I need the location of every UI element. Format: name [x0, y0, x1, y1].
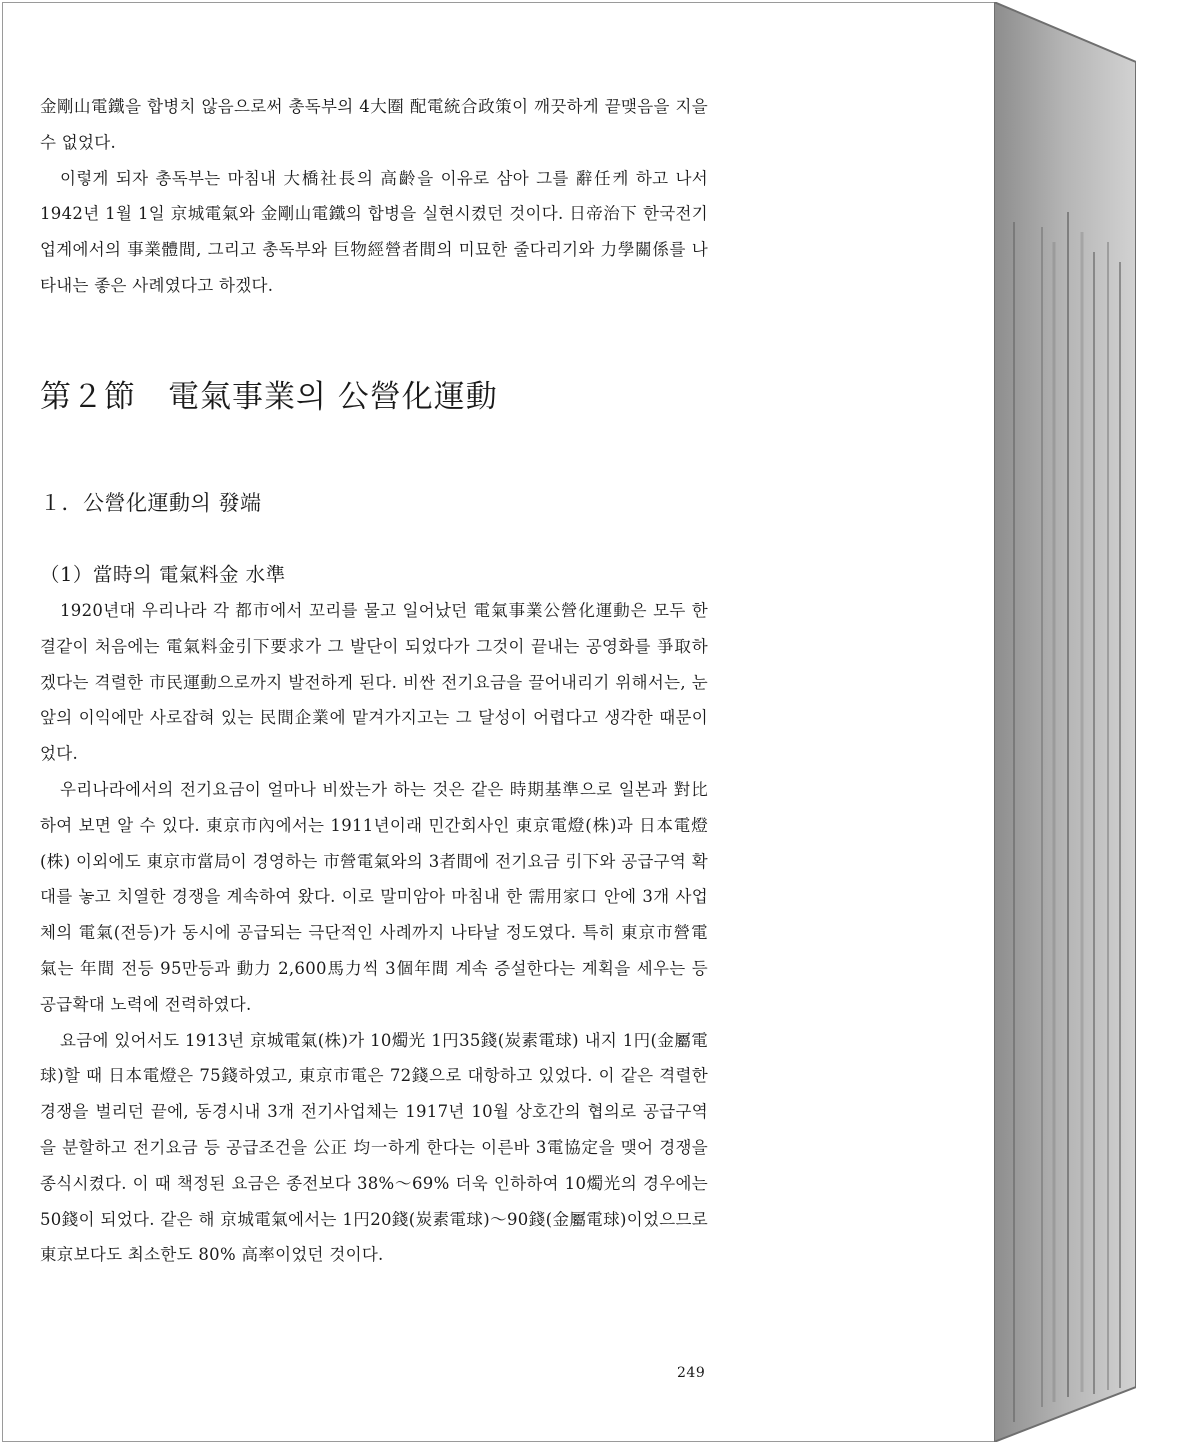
- intro-text-block: [40, 89, 708, 304]
- book-page: [2, 2, 995, 1442]
- intro-paragraph-1: 金剛山電鐵을 합병치 않음으로써 총독부의 4大圈 配電統合政策이 깨끗하게 끝맺음을 지을 수 없었다.: [40, 97, 708, 152]
- page-stack-edge: [994, 2, 1136, 1442]
- subsubsection-title: （1）當時의 電氣料金 水準: [40, 563, 286, 586]
- page-number: 249: [677, 1365, 706, 1381]
- intro-paragraph-2: 이렇게 되자 총독부는 마침내 大橋社長의 高齡을 이유로 삼아 그를 辭任케 하고 나서 1942년 1월 1일 京城電氣와 金剛山電鐵의 합병을 실현시켰던 것이다. 日帝治下 한국전기업계에서의 事業體間, 그리고 총독부와 巨物經營者間의 미묘한 줄다리기와 力學關係를 나타내는 좋은 사례였다고 하겠다.: [40, 168, 708, 295]
- body-text-block: [40, 593, 708, 1273]
- subsection-title: １．公營化運動의 發端: [40, 491, 262, 515]
- body-paragraph-1: 1920년대 우리나라 각 都市에서 꼬리를 물고 일어났던 電氣事業公營化運動은 모두 한결같이 처음에는 電氣料金引下要求가 그 발단이 되었다가 그것이 끝내는 공영화를 爭取하겠다는 격렬한 市民運動으로까지 발전하게 된다. 비싼 전기요금을 끌어내리기 위해서는, 눈앞의 이익에만 사로잡혀 있는 民間企業에 맡겨가지고는 그 달성이 어렵다고 생각한 때문이었다.: [40, 601, 708, 764]
- section-title: 第２節 電氣事業의 公營化運動: [40, 379, 498, 415]
- body-paragraph-2: 우리나라에서의 전기요금이 얼마나 비쌌는가 하는 것은 같은 時期基準으로 일본과 對比하여 보면 알 수 있다. 東京市內에서는 1911년이래 민간회사인 東京電燈(株)과 日本電燈(株) 이외에도 東京市當局이 경영하는 市營電氣와의 3者間에 전기요금 引下와 공급구역 확대를 놓고 치열한 경쟁을 계속하여 왔다. 이로 말미암아 마침내 한 需用家口 안에 3개 사업체의 電氣(전등)가 동시에 공급되는 극단적인 사례까지 나타날 정도였다. 특히 東京市營電氣는 年間 전등 95만등과 動力 2,600馬力씩 3個年間 계속 증설한다는 계획을 세우는 등 공급확대 노력에 전력하였다.: [40, 779, 708, 1014]
- body-paragraph-3: 요금에 있어서도 1913년 京城電氣(株)가 10燭光 1円35錢(炭素電球) 내지 1円(金屬電球)할 때 日本電燈은 75錢하였고, 東京市電은 72錢으로 대항하고 있었다. 이 같은 격렬한 경쟁을 벌리던 끝에, 동경시내 3개 전기사업체는 1917년 10월 상호간의 협의로 공급구역을 분할하고 전기요금 등 공급조건을 公正 均一하게 한다는 이른바 3電協定을 맺어 경쟁을 종식시켰다. 이 때 책정된 요금은 종전보다 38%～69% 더욱 인하하여 10燭光의 경우에는 50錢이 되었다. 같은 해 京城電氣에서는 1円20錢(炭素電球)～90錢(金屬電球)이었으므로 東京보다도 최소한도 80% 高率이었던 것이다.: [40, 1030, 708, 1265]
